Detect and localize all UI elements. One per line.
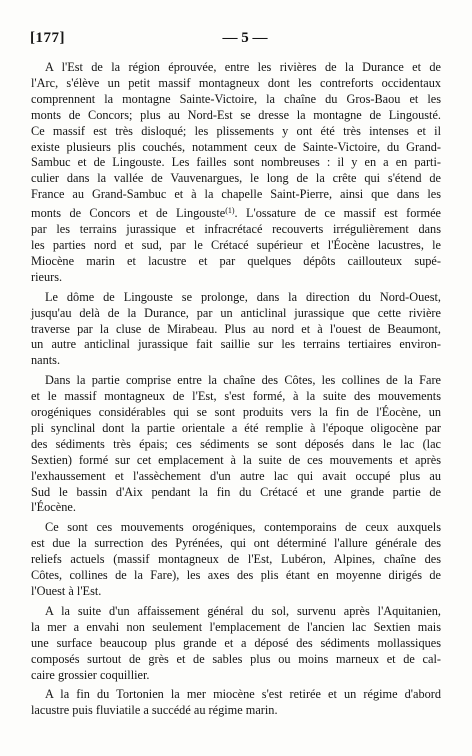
- text-line: existe plusieurs plis couchés, notamment ceux de Sainte-Victoire, du Grand-: [31, 139, 441, 154]
- body-text: [31, 60, 441, 723]
- text-line: A la suite d'un affaissement général du sol, survenu après l'Aquitanien,: [45, 603, 441, 618]
- text-line: A l'Est de la région éprouvée, entre les rivières de la Durance et de: [45, 60, 441, 74]
- text-line: lacustre puis fluviatile a succédé au régime marin.: [31, 703, 278, 718]
- text-line: Sud le bassin d'Aix pendant la fin du Crétacé et une grande partie de: [31, 484, 441, 499]
- text-line: les parties nord et sud, par le Crétacé supérieur et l'Éocène lacustres, le: [31, 237, 441, 252]
- page-number: — 5 —: [222, 30, 268, 46]
- text-line: une surface beaucoup plus grande et a déposé des sédiments mollassiques: [31, 635, 441, 650]
- text-line: l'Éocène.: [31, 500, 76, 515]
- folio-number: [177]: [30, 30, 65, 46]
- text-line: est due la surrection des Pyrénées, qui ont déterminé l'allure générale des: [31, 536, 441, 551]
- text-line: monts de Concors; plus au Nord-Est se dresse la montagne de Lingousté.: [31, 107, 441, 122]
- text-line: A la fin du Tortonien la mer miocène s'est retirée et un régime d'abord: [45, 687, 441, 702]
- text-line: Sextien) formé sur cet emplacement à la suite de ces mouvements et après: [31, 452, 441, 467]
- text-segment: monts de Concors et de Lingouste: [31, 206, 226, 221]
- paragraph-4: [31, 520, 441, 600]
- text-line: Ce sont ces mouvements orogéniques, contemporains de ceux auxquels: [45, 520, 441, 535]
- paragraph-5: [31, 604, 441, 684]
- paragraph-2: [31, 290, 441, 370]
- text-line-with-footnote: [31, 203, 441, 222]
- text-line: Côtes, collines de la Fare), les axes des plis étant en moyenne dirigés de: [31, 568, 441, 583]
- page-header: [30, 30, 442, 48]
- paragraph-1: [31, 60, 441, 286]
- text-line: reliefs actuels (massif montagneux de l'Est, Lubéron, Alpines, chaîne des: [31, 552, 441, 567]
- paragraph-6: [31, 687, 441, 719]
- text-line: par les terrains jurassique et infracrétacé recouverts irrégulièrement dans: [31, 222, 441, 237]
- text-line: caire grossier coquillier.: [31, 667, 150, 682]
- text-line: rieurs.: [31, 269, 63, 284]
- text-line: composés surtout de grès et de sables plus ou moins marneux et de cal-: [31, 651, 441, 666]
- footnote-marker: (1): [225, 206, 235, 216]
- text-line: des sédiments très épais; ces sédiments se sont déposés dans le lac (lac: [31, 436, 441, 451]
- text-line: l'exhaussement et l'assèchement d'un autre lac qui avait occupé plus au: [31, 468, 441, 483]
- text-line: Ce massif est très disloqué; les plissements y ont été très intenses et il: [31, 123, 441, 138]
- text-line: jusqu'au delà de la Durance, par un anticlinal jurassique que cette rivière: [31, 305, 441, 320]
- text-line: culier dans la vallée de Vauvenargues, le long de la crête qui s'étend de: [31, 171, 441, 186]
- text-segment: . L'ossature de ce massif est formée: [234, 206, 441, 221]
- text-line: comprennent la montagne Sainte-Victoire, la chaîne du Gros-Baou et les: [31, 91, 441, 106]
- text-line: un autre anticlinal jurassique fait saillie sur les terrains tertiaires environ-: [31, 337, 441, 352]
- text-line: la mer a envahi non seulement l'emplacement de l'ancien lac Sextien mais: [31, 619, 441, 634]
- text-line: France au Grand-Sambuc et à la chapelle Saint-Pierre, ainsi que dans les: [31, 187, 441, 202]
- text-line: orogéniques considérables qui se sont produits vers la fin de l'Éocène, un: [31, 405, 441, 420]
- text-line: Sambuc et de Lingouste. Les failles sont nombreuses : il y en a en parti-: [31, 155, 441, 170]
- text-line: nants.: [31, 353, 61, 368]
- paragraph-3: [31, 373, 441, 516]
- text-line: et le massif montagneux de l'Est, s'est formé, à la suite des mouvements: [31, 389, 441, 404]
- text-line: Dans la partie comprise entre la chaîne des Côtes, les collines de la Fare: [45, 373, 441, 388]
- text-line: pli synclinal dont la partie orientale a été remplie à l'époque oligocène par: [31, 420, 441, 435]
- text-line: l'Arc, s'élève un petit massif montagneux dont les contreforts occidentaux: [31, 75, 441, 90]
- text-line: traverse par la cluse de Mirabeau. Plus au nord et à l'ouest de Beaumont,: [31, 321, 441, 336]
- text-line: l'Ouest à l'Est.: [31, 584, 102, 598]
- text-line: Miocène marin et lacustre et par quelques dépôts caillouteux supé-: [31, 253, 441, 268]
- text-line: Le dôme de Lingouste se prolonge, dans la direction du Nord-Ouest,: [45, 289, 441, 304]
